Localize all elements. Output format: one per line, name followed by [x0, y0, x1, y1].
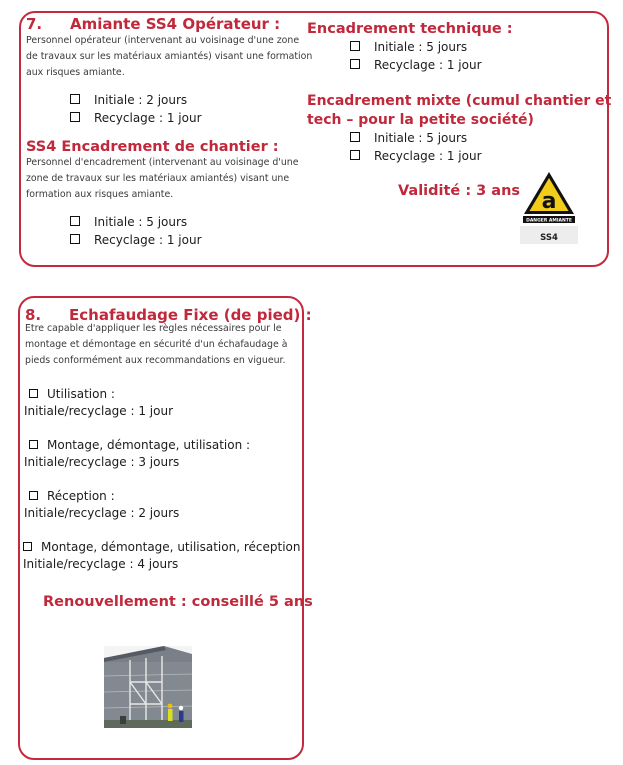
- section-7-heading: [26, 15, 280, 33]
- checkbox-icon: [29, 389, 38, 398]
- encadrement-technique-options: [350, 38, 482, 74]
- scaffolding-photo: [104, 646, 192, 728]
- option-label: Recyclage : 1 jour: [374, 149, 482, 163]
- item-label: Réception :: [47, 489, 115, 503]
- checkbox-icon: [29, 491, 38, 500]
- item-detail: Initiale/recyclage : 4 jours: [23, 557, 179, 571]
- list-item: [24, 437, 250, 471]
- option-row: [350, 129, 482, 147]
- description-line: Etre capable d'appliquer les règles nécessaires pour le: [25, 323, 282, 334]
- list-item: [24, 386, 173, 420]
- section-8-description: [25, 321, 300, 369]
- logo-banner: DANGER AMIANTE: [526, 218, 572, 224]
- option-label: Recyclage : 1 jour: [94, 233, 202, 247]
- encadrement-chantier-title: SS4 Encadrement de chantier :: [26, 139, 279, 155]
- checkbox-icon: [350, 59, 360, 69]
- description-line: formation aux risques amiante.: [26, 189, 174, 200]
- checkbox-icon: [70, 234, 80, 244]
- option-row: [350, 147, 482, 165]
- renewal-label: Renouvellement : conseillé 5 ans: [43, 594, 313, 610]
- title-line: Encadrement mixte (cumul chantier et: [307, 93, 612, 109]
- validity-label: Validité : 3 ans: [398, 183, 521, 199]
- checkbox-icon: [350, 41, 360, 51]
- checkbox-icon: [70, 216, 80, 226]
- item-detail: Initiale/recyclage : 1 jour: [24, 404, 174, 418]
- section-7-options: [70, 91, 202, 127]
- option-label: Initiale : 5 jours: [374, 40, 468, 54]
- option-row: [350, 38, 482, 56]
- encadrement-mixte-title: [307, 92, 611, 130]
- danger-asbestos-icon: [520, 168, 578, 226]
- item-label: Utilisation :: [47, 387, 115, 401]
- item-detail: Initiale/recyclage : 3 jours: [24, 455, 180, 469]
- description-line: Personnel d'encadrement (intervenant au voisinage d'une: [26, 157, 299, 168]
- section-8-number: 8.: [25, 306, 42, 324]
- section-7-number: 7.: [26, 15, 43, 33]
- logo-letter: a: [541, 189, 557, 214]
- checkbox-icon: [23, 542, 32, 551]
- description-line: aux risques amiante.: [26, 67, 125, 78]
- list-item: [24, 488, 179, 522]
- description-line: pieds conformément aux recommandations en vigueur.: [25, 355, 286, 366]
- checkbox-icon: [70, 94, 80, 104]
- item-label: Montage, démontage, utilisation, réception: [41, 540, 301, 554]
- ss4-logo: [520, 168, 578, 244]
- encadrement-mixte-options: [350, 129, 482, 165]
- option-row: [350, 56, 482, 74]
- title-line: tech – pour la petite société): [307, 112, 534, 128]
- checkbox-icon: [350, 132, 360, 142]
- option-label: Recyclage : 1 jour: [94, 111, 202, 125]
- item-label: Montage, démontage, utilisation :: [47, 438, 251, 452]
- option-label: Initiale : 5 jours: [94, 215, 188, 229]
- section-7-description: [26, 33, 313, 81]
- description-line: montage et démontage en sécurité d'un échafaudage à: [25, 339, 288, 350]
- section-7-title: Amiante SS4 Opérateur :: [70, 15, 281, 33]
- encadrement-chantier-options: [70, 213, 202, 249]
- checkbox-icon: [350, 150, 360, 160]
- option-label: Initiale : 5 jours: [374, 131, 468, 145]
- encadrement-chantier-description: [26, 155, 306, 203]
- list-item: [20, 539, 300, 573]
- description-line: Personnel opérateur (intervenant au voisinage d'une zone: [26, 35, 300, 46]
- option-row: [70, 91, 202, 109]
- description-line: zone de travaux sur les matériaux amiantés) visant une: [26, 173, 290, 184]
- option-row: [70, 231, 202, 249]
- logo-caption: SS4: [540, 233, 558, 243]
- checkbox-icon: [70, 112, 80, 122]
- section-8-title: Echafaudage Fixe (de pied) :: [69, 306, 312, 324]
- encadrement-technique-title: Encadrement technique :: [307, 21, 513, 37]
- description-line: de travaux sur les matériaux amiantés) visant une formation: [26, 51, 313, 62]
- checkbox-icon: [29, 440, 38, 449]
- item-detail: Initiale/recyclage : 2 jours: [24, 506, 180, 520]
- option-label: Initiale : 2 jours: [94, 93, 188, 107]
- option-row: [70, 109, 202, 127]
- option-label: Recyclage : 1 jour: [374, 58, 482, 72]
- option-row: [70, 213, 202, 231]
